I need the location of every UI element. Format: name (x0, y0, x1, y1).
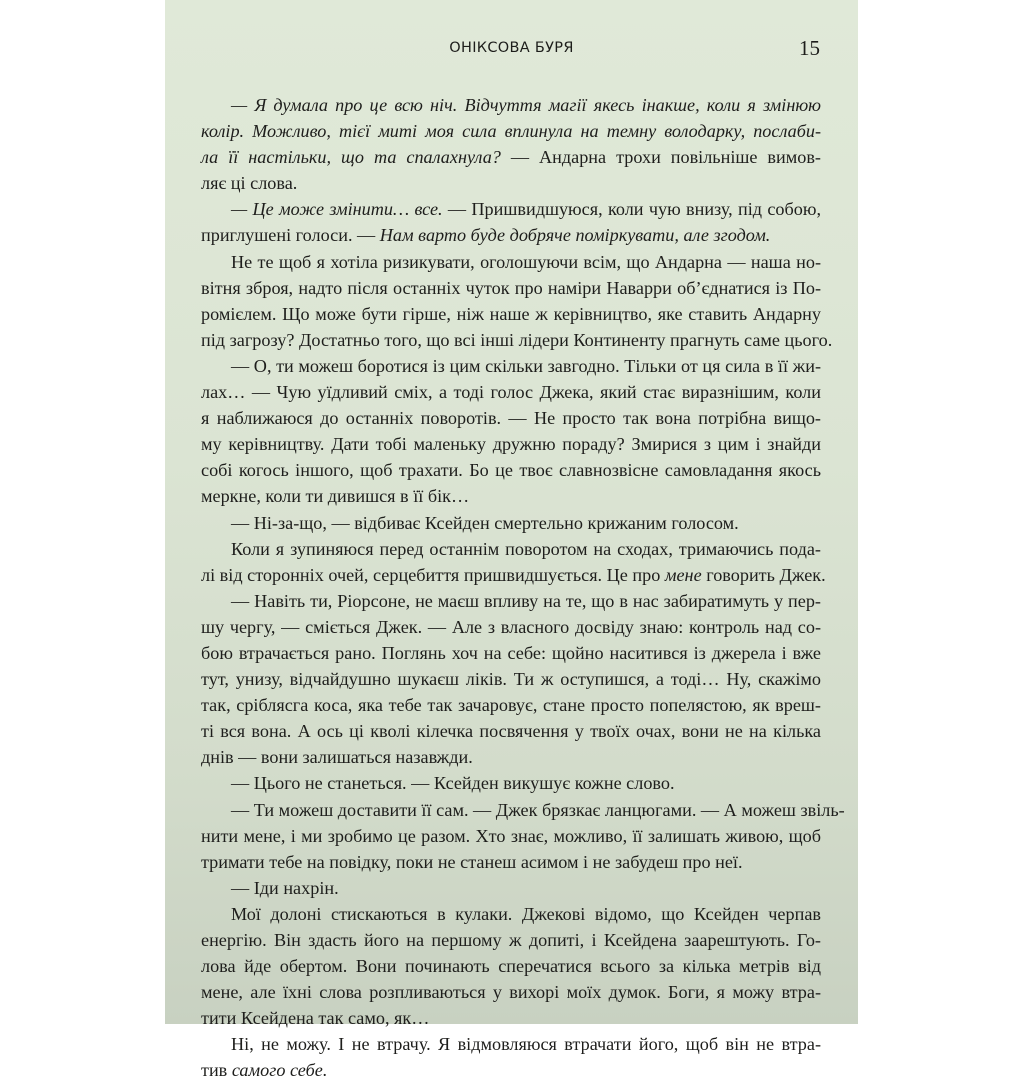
text-segment: ромієлем. Що може бути гірше, ніж наше ж керівництво, яке ставить Андарну (201, 303, 821, 324)
text-segment: тримати тебе на повідку, поки не станеш асимом і не забудеш про неї. (201, 851, 743, 872)
text-segment: Не те щоб я хотіла ризикувати, оголошуючи всім, що Андарна — наша но- (231, 251, 821, 272)
text-segment: під загрозу? Достатньо того, що всі інші лідери Континенту прагнуть саме цього. (201, 329, 833, 350)
text-segment: ляє ці слова. (201, 173, 298, 194)
text-segment: мене, але їхні слова розпливаються у вихорі моїх думок. Боги, я можу втра- (201, 982, 821, 1003)
text-segment: Мої долоні стискаються в кулаки. Джекові відомо, що Ксейден черпав (231, 903, 821, 924)
text-segment: вітня зброя, надто після останніх чуток про наміри Наварри об’єднатися із По- (201, 277, 821, 298)
italic-text-segment: Нам варто буде добряче поміркувати, але згодом. (379, 225, 771, 246)
text-line (201, 1057, 821, 1083)
text-line (201, 431, 821, 457)
italic-text-segment: — Це може змінити… все. (231, 199, 443, 220)
text-segment: лі від сторонніх очей, серцебиття пришвидшується. Це про (201, 564, 665, 585)
running-head (165, 36, 858, 60)
text-line (201, 118, 821, 144)
text-line (201, 953, 821, 979)
body-text (201, 92, 845, 1084)
italic-text-segment: — Я думала про це всю ніч. Відчуття магії якесь інакше, коли я змінюю (231, 95, 821, 115)
text-segment: — Іди нахрін. (231, 877, 339, 898)
text-line (201, 483, 821, 509)
text-segment: нити мене, і ми зробимо це разом. Хто знає, можливо, її залишать живою, щоб (201, 825, 821, 846)
text-line (201, 875, 821, 901)
text-segment: — Цього не станеться. — Ксейден викушує кожне слово. (231, 773, 675, 794)
text-line (201, 1031, 821, 1057)
text-segment: меркне, коли ти дивишся в її бік… (201, 486, 470, 507)
text-line (201, 379, 821, 405)
italic-text-segment: колір. Можливо, тієї миті моя сила вплинула на темну володарку, послаби- (201, 121, 821, 142)
text-segment: лова йде обертом. Вони починають сперечатися всього за кілька метрів від (201, 956, 821, 977)
text-line (201, 405, 821, 431)
text-segment: я наближаюся до останніх поворотів. — Не просто так вона потрібна вищо- (201, 408, 821, 429)
text-line (201, 353, 821, 379)
text-line (201, 457, 821, 483)
text-line (201, 275, 821, 301)
text-line (201, 92, 821, 118)
text-segment: лах… — Чую уїдливий сміх, а тоді голос Джека, який стає виразнішим, коли (201, 382, 821, 403)
text-line (201, 327, 833, 353)
text-line (201, 1005, 821, 1031)
text-segment: му керівництву. Дати тобі маленьку дружню пораду? Змирися з цим і знайди (201, 434, 821, 455)
text-line (201, 249, 821, 275)
text-segment: бою втрачається рано. Поглянь хоч на себе: щойно наситився із джерела і вже (201, 642, 821, 663)
text-line (201, 222, 821, 248)
text-line (201, 510, 821, 536)
text-segment: тив (201, 1060, 232, 1081)
text-segment: тут, унизу, відчайдушно шукаєш ліків. Ти ж оступишся, а тоді… Ну, скажімо (201, 669, 821, 690)
text-line (201, 744, 821, 770)
italic-text-segment: мене (664, 564, 702, 585)
page-number: 15 (799, 36, 820, 60)
text-line (201, 301, 821, 327)
running-title: ОНІКСОВА БУРЯ (449, 40, 574, 56)
text-segment: — Ти можеш доставити її сам. — Джек брязкає ланцюгами. — А можеш звіль- (231, 799, 845, 820)
text-segment: енергію. Він здасть його на першому ж допиті, і Ксейдена заарештують. Го- (201, 930, 821, 950)
text-line (201, 536, 821, 562)
text-segment: шу чергу, — сміється Джек. — Але з власного досвіду знаю: контроль над со- (201, 616, 821, 637)
text-line (201, 849, 821, 875)
text-line (201, 692, 821, 718)
italic-text-segment: ла її настільки, що та спалахнула? (201, 147, 501, 168)
text-segment: приглушені голоси. — (201, 225, 380, 246)
text-segment: днів — вони залишаться назавжди. (201, 747, 473, 768)
text-segment: — Пришвидшуюся, коли чую внизу, під собою, (442, 199, 821, 220)
book-page (165, 0, 858, 1081)
text-segment: — О, ти можеш боротися із цим скільки завгодно. Тільки от ця сила в її жи- (231, 355, 821, 376)
text-line (201, 144, 821, 170)
text-line (201, 901, 821, 927)
text-segment: говорить Джек. (701, 564, 826, 585)
text-line (201, 562, 826, 588)
text-line (201, 614, 821, 640)
text-segment: ті вся вона. А ось ці кволі кілечка посвячення у твоїх очах, вони не на кілька (201, 721, 821, 742)
text-segment: так, сріблясга коса, яка тебе так зачаровує, стане просто попелястою, як вреш- (201, 695, 821, 716)
text-line (201, 640, 821, 666)
text-segment: — Ні-за-що, — відбиває Ксейден смертельно крижаним голосом. (231, 512, 739, 533)
text-line (201, 797, 845, 823)
text-line (201, 666, 821, 692)
text-line (201, 196, 821, 222)
text-segment: Ні, не можу. І не втрачу. Я відмовляюся втрачати його, щоб він не втра- (231, 1034, 821, 1055)
text-segment: тити Ксейдена так само, як… (201, 1008, 430, 1029)
text-segment: Коли я зупиняюся перед останнім поворотом на сходах, тримаючись пода- (231, 538, 821, 559)
text-line (201, 588, 821, 614)
text-line (201, 979, 821, 1005)
text-line (201, 170, 821, 196)
text-line (201, 770, 821, 796)
text-segment: — Навіть ти, Ріорсоне, не маєш впливу на те, що в нас забиратимуть у пер- (231, 590, 821, 611)
text-segment: собі когось іншого, щоб трахати. Бо це твоє славнозвісне самовладання якось (201, 460, 821, 481)
text-line (201, 718, 821, 744)
italic-text-segment: самого себе. (231, 1060, 328, 1081)
text-segment: — Андарна трохи повільніше вимов- (500, 147, 821, 168)
text-line (201, 823, 821, 849)
text-line (201, 927, 821, 953)
